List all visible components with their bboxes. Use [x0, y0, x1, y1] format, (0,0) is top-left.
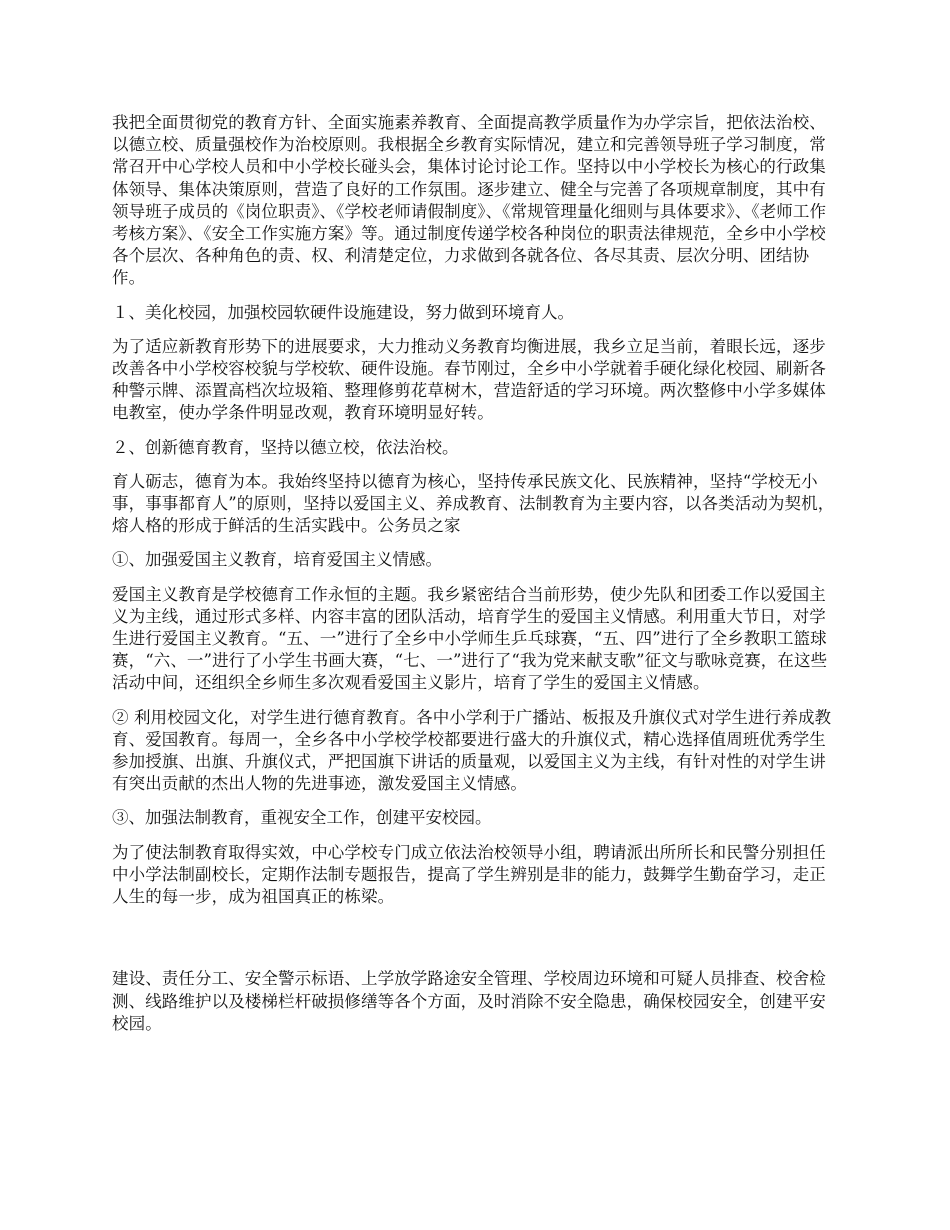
heading-moral-education: ２、创新德育教育，坚持以德立校，依法治校。	[112, 437, 459, 457]
section-gap	[112, 920, 842, 968]
heading-campus-beautify: １、美化校园，加强校园软硬件设施建设，努力做到环境育人。	[112, 302, 574, 322]
paragraph-legal-education: 为了使法制教育取得实效，中心学校专门成立依法治校领导小组，聘请派出所所长和民警分别担任中小学法制副校长，定期作法制专题报告，提高了学生辨别是非的能力，鼓舞学生勤奋学习，走正人生的每一步，成为祖国真正的栋梁。	[112, 842, 826, 907]
heading-patriotism: ①、加强爱国主义教育，培育爱国主义情感。	[112, 550, 442, 570]
paragraph-campus-culture: ② 利用校园文化，对学生进行德育教育。各中小学利于广播站、板报及升旗仪式对学生进行养成教育、爱国教育。每周一，全乡各中小学校学校都要进行盛大的升旗仪式，精心选择值周班优秀学生参加授旗、出旗、升旗仪式，严把国旗下讲话的质量观，以爱国主义为主线，有针对性的对学生讲有突出贡献的杰出人物的先进事迹，激发爱国主义情感。	[112, 707, 832, 794]
paragraph-moral-education: 育人砺志，德育为本。我始终坚持以德育为核心，坚持传承民族文化、民族精神，坚持“学校无小事，事事都育人”的原则，坚持以爱国主义、养成教育、法制教育为主要内容，以各类活动为契机，熔人格的形成于鲜活的生活实践中。公务员之家	[112, 471, 835, 536]
paragraph-patriotism: 爱国主义教育是学校德育工作永恒的主题。我乡紧密结合当前形势，使少先队和团委工作以爱国主义为主线，通过形式多样、内容丰富的团队活动，培育学生的爱国主义情感。利用重大节日，对学生进行爱国主义教育。“五、一”进行了全乡中小学师生乒乓球赛，“五、四”进行了全乡教职工篮球赛，“六、一”进行了小学生书画大赛，“七、一”进行了“我为党来献支歌”征文与歌咏竞赛，在这些活动中间，还组织全乡师生多次观看爱国主义影片，培育了学生的爱国主义情感。	[112, 584, 828, 693]
paragraph-campus-facilities: 为了适应新教育形势下的进展要求，大力推动义务教育均衡进展，我乡立足当前，着眼长远，逐步改善各中小学校容校貌与学校软、硬件设施。春节刚过，全乡中小学就着手硬化绿化校园、刷新各种警示牌、添置高档次垃圾箱、整理修剪花草树木，营造舒适的学习环境。两次整修中小学多媒体电教室，使办学条件明显改观，教育环境明显好转。	[112, 336, 826, 423]
document-page	[112, 112, 842, 1047]
paragraph-safety-measures: 建设、责任分工、安全警示标语、上学放学路途安全管理、学校周边环境和可疑人员排查、校舍检测、线路维护以及楼梯栏杆破损修缮等各个方面，及时消除不安全隐患，确保校园安全，创建平安校园。	[112, 969, 826, 1033]
heading-legal-safety: ③、加强法制教育，重视安全工作，创建平安校园。	[112, 808, 492, 828]
paragraph-leadership: 我把全面贯彻党的教育方针、全面实施素养教育、全面提高教学质量作为办学宗旨，把依法治校、以德立校、质量强校作为治校原则。我根据全乡教育实际情况，建立和完善领导班子学习制度，常常召开中心学校人员和中小学校长碰头会，集体讨论讨论工作。坚持以中小学校长为核心的行政集体领导、集体决策原则，营造了良好的工作氛围。逐步建立、健全与完善了各项规章制度，其中有领导班子成员的《岗位职责》、《学校老师请假制度》、《常规管理量化细则与具体要求》、《老师工作考核方案》、《安全工作实施方案》等。通过制度传递学校各种岗位的职责法律规范，全乡中小学校各个层次、各种角色的责、权、利清楚定位，力求做到各就各位、各尽其责、层次分明、团结协作。	[112, 113, 827, 288]
